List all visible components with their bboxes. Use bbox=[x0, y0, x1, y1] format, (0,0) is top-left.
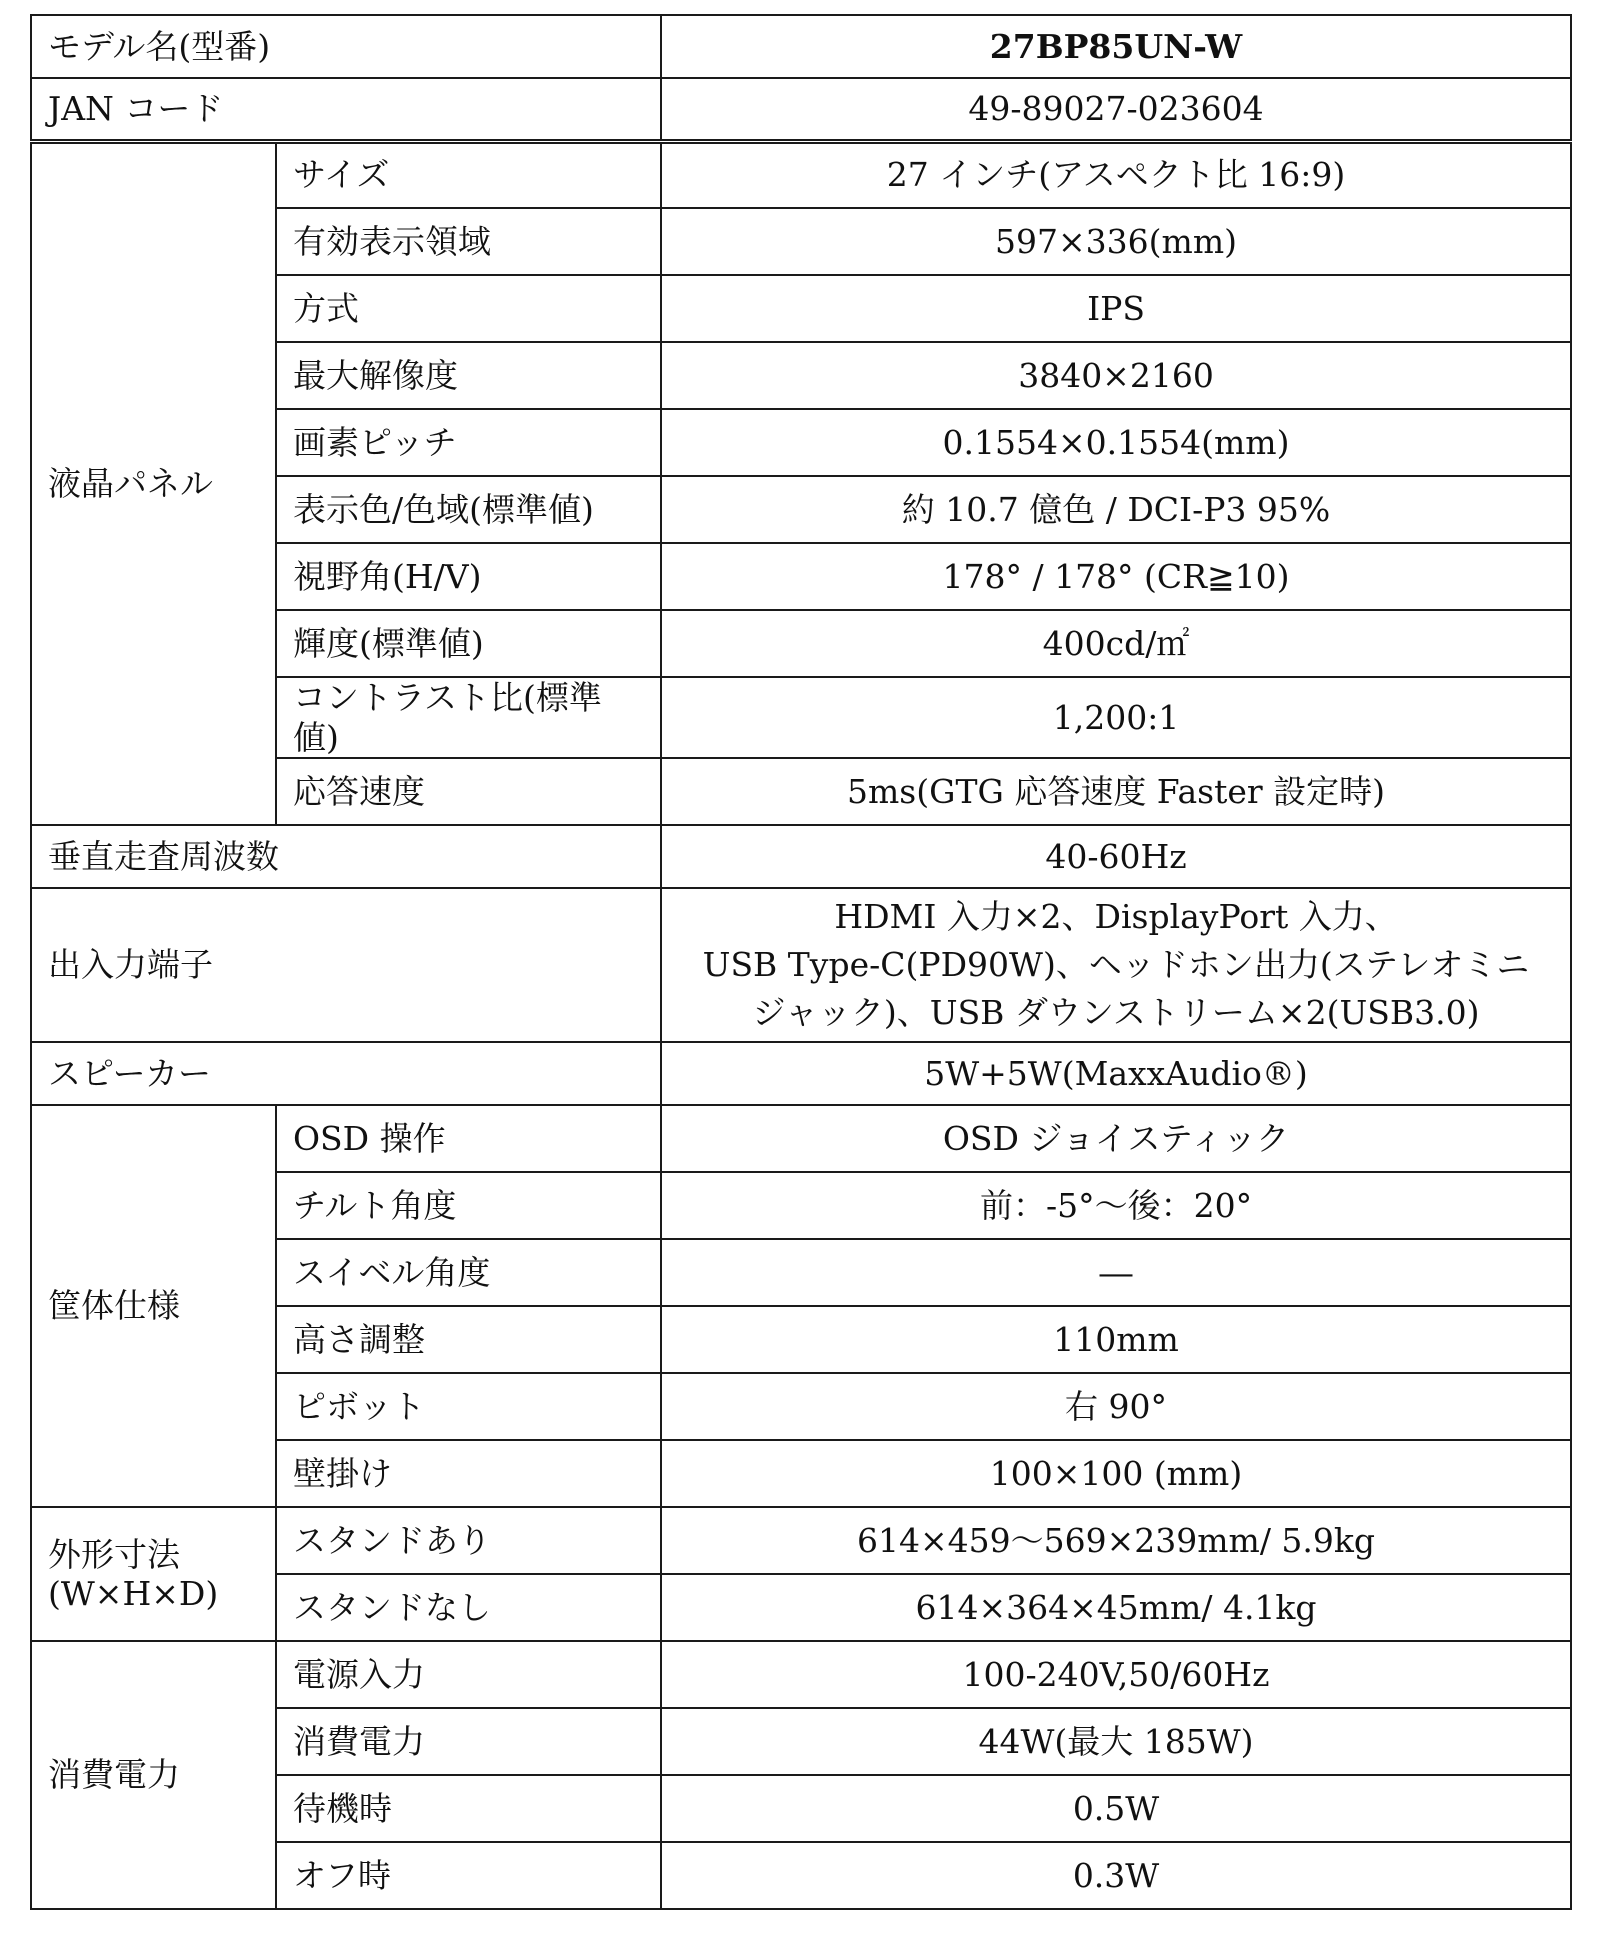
housing-wall-label: 壁掛け bbox=[276, 1440, 661, 1507]
panel-area-label: 有効表示領域 bbox=[276, 208, 661, 275]
speaker-label: スピーカー bbox=[31, 1042, 661, 1105]
power-standby-label: 待機時 bbox=[276, 1775, 661, 1842]
dim-with-stand-value: 614×459～569×239mm/ 5.9kg bbox=[661, 1507, 1571, 1574]
panel-type-value: IPS bbox=[661, 275, 1571, 342]
panel-resolution-label: 最大解像度 bbox=[276, 342, 661, 409]
dim-without-stand-label: スタンドなし bbox=[276, 1574, 661, 1641]
dim-without-stand-value: 614×364×45mm/ 4.1kg bbox=[661, 1574, 1571, 1641]
panel-type-label: 方式 bbox=[276, 275, 661, 342]
ports-line: HDMI 入力×2、DisplayPort 入力、 bbox=[834, 897, 1398, 937]
power-input-value: 100-240V,50/60Hz bbox=[661, 1641, 1571, 1708]
jan-value: 49-89027-023604 bbox=[661, 78, 1571, 141]
jan-label: JAN コード bbox=[31, 78, 661, 141]
row-panel-size bbox=[31, 141, 1571, 208]
panel-viewing-angle-value: 178° / 178° (CR≧10) bbox=[661, 543, 1571, 610]
power-off-label: オフ時 bbox=[276, 1842, 661, 1909]
panel-size-label: サイズ bbox=[276, 141, 661, 208]
dim-with-stand-label: スタンドあり bbox=[276, 1507, 661, 1574]
housing-osd-label: OSD 操作 bbox=[276, 1105, 661, 1172]
power-input-label: 電源入力 bbox=[276, 1641, 661, 1708]
panel-size-value: 27 インチ(アスペクト比 16:9) bbox=[661, 141, 1571, 208]
power-consumption-value: 44W(最大 185W) bbox=[661, 1708, 1571, 1775]
panel-contrast-label: コントラスト比(標準値) bbox=[276, 677, 661, 758]
housing-swivel-value: ― bbox=[661, 1239, 1571, 1306]
housing-wall-value: 100×100 (mm) bbox=[661, 1440, 1571, 1507]
panel-response-value: 5ms(GTG 応答速度 Faster 設定時) bbox=[661, 758, 1571, 825]
power-consumption-label: 消費電力 bbox=[276, 1708, 661, 1775]
model-value: 27BP85UN-W bbox=[661, 15, 1571, 78]
power-standby-value: 0.5W bbox=[661, 1775, 1571, 1842]
panel-pitch-value: 0.1554×0.1554(mm) bbox=[661, 409, 1571, 476]
housing-pivot-label: ピボット bbox=[276, 1373, 661, 1440]
vfreq-value: 40-60Hz bbox=[661, 825, 1571, 888]
panel-viewing-angle-label: 視野角(H/V) bbox=[276, 543, 661, 610]
housing-tilt-value: 前：-5°～後：20° bbox=[661, 1172, 1571, 1239]
panel-area-value: 597×336(mm) bbox=[661, 208, 1571, 275]
ports-line: USB Type-C(PD90W)、ヘッドホン出力(ステレオミニ bbox=[702, 945, 1530, 985]
panel-group-label: 液晶パネル bbox=[31, 141, 276, 825]
dimensions-group-label bbox=[31, 1507, 276, 1641]
row-housing-osd bbox=[31, 1105, 1571, 1172]
row-dim-with-stand bbox=[31, 1507, 1571, 1574]
housing-group-label: 筐体仕様 bbox=[31, 1105, 276, 1507]
housing-swivel-label: スイベル角度 bbox=[276, 1239, 661, 1306]
panel-brightness-label: 輝度(標準値) bbox=[276, 610, 661, 677]
panel-response-label: 応答速度 bbox=[276, 758, 661, 825]
row-ports bbox=[31, 888, 1571, 1042]
panel-colors-value: 約 10.7 億色 / DCI-P3 95% bbox=[661, 476, 1571, 543]
model-label: モデル名(型番) bbox=[31, 15, 661, 78]
row-speaker bbox=[31, 1042, 1571, 1105]
ports-line: ジャック)、USB ダウンストリーム×2(USB3.0) bbox=[752, 993, 1480, 1033]
power-off-value: 0.3W bbox=[661, 1842, 1571, 1909]
panel-resolution-value: 3840×2160 bbox=[661, 342, 1571, 409]
panel-colors-label: 表示色/色域(標準値) bbox=[276, 476, 661, 543]
ports-value bbox=[661, 888, 1571, 1042]
housing-height-label: 高さ調整 bbox=[276, 1306, 661, 1373]
row-model bbox=[31, 15, 1571, 78]
row-power-input bbox=[31, 1641, 1571, 1708]
row-jan bbox=[31, 78, 1571, 141]
housing-pivot-value: 右 90° bbox=[661, 1373, 1571, 1440]
panel-pitch-label: 画素ピッチ bbox=[276, 409, 661, 476]
speaker-value: 5W+5W(MaxxAudio®) bbox=[661, 1042, 1571, 1105]
panel-brightness-value: 400cd/㎡ bbox=[661, 610, 1571, 677]
dimensions-group-line: (W×H×D) bbox=[48, 1574, 219, 1614]
dimensions-group-line: 外形寸法 bbox=[48, 1534, 180, 1574]
spec-table bbox=[30, 14, 1572, 1910]
power-group-label: 消費電力 bbox=[31, 1641, 276, 1909]
row-vfreq bbox=[31, 825, 1571, 888]
vfreq-label: 垂直走査周波数 bbox=[31, 825, 661, 888]
housing-tilt-label: チルト角度 bbox=[276, 1172, 661, 1239]
housing-osd-value: OSD ジョイスティック bbox=[661, 1105, 1571, 1172]
panel-contrast-value: 1,200:1 bbox=[661, 677, 1571, 758]
housing-height-value: 110mm bbox=[661, 1306, 1571, 1373]
ports-label: 出入力端子 bbox=[31, 888, 661, 1042]
